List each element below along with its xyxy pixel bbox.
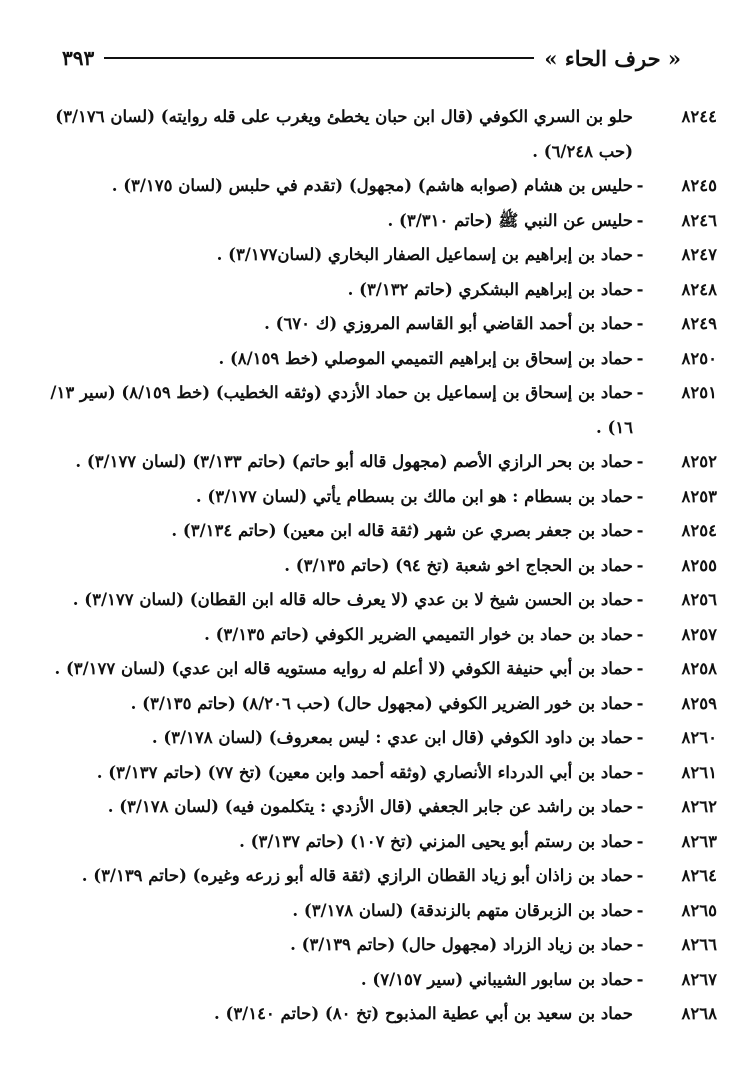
entry-text: حماد بن رستم أبو يحيى المزني (تخ ١٠٧) (حاتم ٣/١٣٧) . <box>239 831 633 851</box>
entry-text: حليس بن هشام (صوابه هاشم) (مجهول) (تقدم في حلبس (لسان ٣/١٧٥) . <box>111 176 633 195</box>
entry-dash: - <box>636 866 644 885</box>
entry-text: حماد بن أحمد القاضي أبو القاسم المروزي (ك ٦٧٠) . <box>264 314 633 333</box>
entry-row <box>22 963 717 998</box>
entry-text: حماد بن بحر الرازي الأصم (مجهول قاله أبو حاتم) (حاتم ٣/١٣٣) (لسان ٣/١٧٧) . <box>75 452 633 471</box>
entry-number: ٨٢٤٧ <box>681 245 717 264</box>
entry-row <box>22 894 717 929</box>
entry-text: حماد بن داود الكوفي (قال ابن عدي : ليس بمعروف) (لسان ٣/١٧٨) . <box>151 728 633 747</box>
entry-dash: - <box>636 659 644 678</box>
entry-number: ٨٢٥٧ <box>681 624 717 644</box>
entry-number: ٨٢٦٠ <box>681 728 717 747</box>
entry-number: ٨٢٤٤ <box>681 107 717 126</box>
entry-dash: - <box>636 279 644 299</box>
entry-text: حماد بن راشد عن جابر الجعفي (قال الأزدي : يتكلمون فيه) (لسان ٣/١٧٨) . <box>107 797 633 816</box>
entry-number: ٨٢٤٥ <box>681 176 717 195</box>
entry-row <box>22 928 717 963</box>
entry-number: ٨٢٥٤ <box>681 521 717 540</box>
entry-row <box>22 549 717 584</box>
entry-number: ٨٢٥٢ <box>681 452 717 471</box>
entry-dash: - <box>636 486 644 506</box>
entry-text: حلو بن السري الكوفي (قال ابن حبان يخطئ ويغرب على قله روايته) (لسان ٣/١٧٦) (حب ٦/٢٤٨) . <box>55 107 633 161</box>
entry-row <box>22 480 717 515</box>
entry-dash: - <box>636 900 644 920</box>
entry-row <box>22 169 717 204</box>
entry-dash: - <box>636 624 644 644</box>
entry-row <box>22 204 717 239</box>
entry-number: ٨٢٥٦ <box>681 590 717 609</box>
entry-number: ٨٢٤٨ <box>681 279 717 299</box>
entry-text: حماد بن إبراهيم البشكري (حاتم ٣/١٣٢) . <box>347 279 633 299</box>
entry-number: ٨٢٦١ <box>681 762 717 782</box>
entry-dash: - <box>636 590 644 609</box>
entry-number: ٨٢٥١ <box>681 383 717 402</box>
entry-number: ٨٢٦٧ <box>681 969 717 989</box>
entry-number: ٨٢٥٩ <box>681 693 717 713</box>
entry-row <box>22 583 717 618</box>
entry-row <box>22 307 717 342</box>
entry-dash: - <box>636 210 644 230</box>
entry-number: ٨٢٦٨ <box>681 1004 717 1023</box>
entry-text: حماد بن زياد الزراد (مجهول حال) (حاتم ٣/١٣٩) . <box>290 935 633 954</box>
entry-row <box>22 756 717 791</box>
entry-text: حماد بن إسحاق بن إسماعيل بن حماد الأزدي (وثقه الخطيب) (خط ٨/١٥٩) (سير ١٣/ ١٦) . <box>50 383 633 437</box>
entry-row <box>22 273 717 308</box>
entry-row <box>22 790 717 825</box>
entry-text: حماد بن أبي حنيفة الكوفي (لا أعلم له روايه مستويه قاله ابن عدي) (لسان ٣/١٧٧) . <box>54 659 633 678</box>
entry-dash: - <box>636 762 644 782</box>
entry-number: ٨٢٥٣ <box>681 486 717 506</box>
header-rule <box>104 57 534 59</box>
entry-dash: - <box>636 831 644 851</box>
entry-number: ٨٢٤٩ <box>681 314 717 333</box>
entry-text: حليس عن النبي ﷺ (حاتم ٣/٣١٠) . <box>387 210 633 230</box>
entry-text: حماد بن حماد بن خوار التميمي الضرير الكوفي (حاتم ٣/١٣٥) . <box>204 624 633 644</box>
entry-dash: - <box>636 797 644 816</box>
entry-number: ٨٢٦٦ <box>681 935 717 954</box>
entry-row <box>22 342 717 377</box>
entry-number: ٨٢٦٣ <box>681 831 717 851</box>
entry-dash: - <box>636 452 644 471</box>
entry-text: حماد بن خور الضرير الكوفي (مجهول حال) (حب ٨/٢٠٦) (حاتم ٣/١٣٥) . <box>130 693 633 713</box>
entry-text: حماد بن إبراهيم بن إسماعيل الصفار البخاري (لسان٣/١٧٧) . <box>216 245 633 264</box>
entry-text: حماد بن الحسن شيخ لا بن عدي (لا يعرف حاله قاله ابن القطان) (لسان ٣/١٧٧) . <box>72 590 633 609</box>
entry-text: حماد بن زاذان أبو زياد القطان الرازي (ثقة قاله أبو زرعه وغيره) (حاتم ٣/١٣٩) . <box>81 866 633 885</box>
page-number: ٣٩٣ <box>62 46 95 70</box>
entry-dash: - <box>636 555 644 575</box>
entry-row <box>22 445 717 480</box>
entry-text: حماد بن الحجاج اخو شعبة (تخ ٩٤) (حاتم ٣/١٣٥) . <box>284 555 633 575</box>
entry-dash: - <box>636 176 644 195</box>
entry-text: حماد بن سابور الشيباني (سير ٧/١٥٧) . <box>360 969 633 989</box>
entry-number: ٨٢٥٥ <box>681 555 717 575</box>
entry-dash: - <box>636 245 644 264</box>
entry-dash: - <box>636 728 644 747</box>
entry-row <box>22 238 717 273</box>
entry-row <box>22 652 717 687</box>
entry-text: حماد بن أبي الدرداء الأنصاري (وثقه أحمد وابن معين) (تخ ٧٧) (حاتم ٣/١٣٧) . <box>96 762 633 782</box>
entry-row <box>22 376 717 445</box>
entry-text: حماد بن الزبرقان متهم بالزندقة) (لسان ٣/١٧٨) . <box>292 900 633 920</box>
entry-row <box>22 100 717 169</box>
entry-text: حماد بن إسحاق بن إبراهيم التميمي الموصلي (خط ٨/١٥٩) . <box>218 348 633 368</box>
page-header <box>62 38 681 78</box>
entry-dash: - <box>636 348 644 368</box>
entry-text: حماد بن بسطام : هو ابن مالك بن بسطام يأتي (لسان ٣/١٧٧) . <box>195 486 633 506</box>
entry-row <box>22 997 717 1032</box>
entry-row <box>22 721 717 756</box>
entry-row <box>22 514 717 549</box>
entry-text: حماد بن سعيد بن أبي عطية المذبوح (تخ ٨٠) (حاتم ٣/١٤٠) . <box>214 1004 633 1023</box>
entry-number: ٨٢٤٦ <box>681 210 717 230</box>
entry-number: ٨٢٥٠ <box>681 348 717 368</box>
entry-row <box>22 618 717 653</box>
entry-dash: - <box>636 969 644 989</box>
section-title: « حرف الحاء » <box>544 45 681 71</box>
entry-row <box>22 859 717 894</box>
entry-dash: - <box>636 383 644 402</box>
entry-row <box>22 687 717 722</box>
entry-number: ٨٢٦٤ <box>681 866 717 885</box>
entry-number: ٨٢٦٥ <box>681 900 717 920</box>
entry-dash: - <box>636 314 644 333</box>
entry-row <box>22 825 717 860</box>
entry-text: حماد بن جعفر بصري عن شهر (ثقة قاله ابن معين) (حاتم ٣/١٣٤) . <box>171 521 633 540</box>
entry-dash: - <box>636 693 644 713</box>
entry-dash: - <box>636 935 644 954</box>
entry-list <box>22 100 717 1032</box>
entry-number: ٨٢٥٨ <box>681 659 717 678</box>
entry-dash: - <box>636 521 644 540</box>
entry-number: ٨٢٦٢ <box>681 797 717 816</box>
